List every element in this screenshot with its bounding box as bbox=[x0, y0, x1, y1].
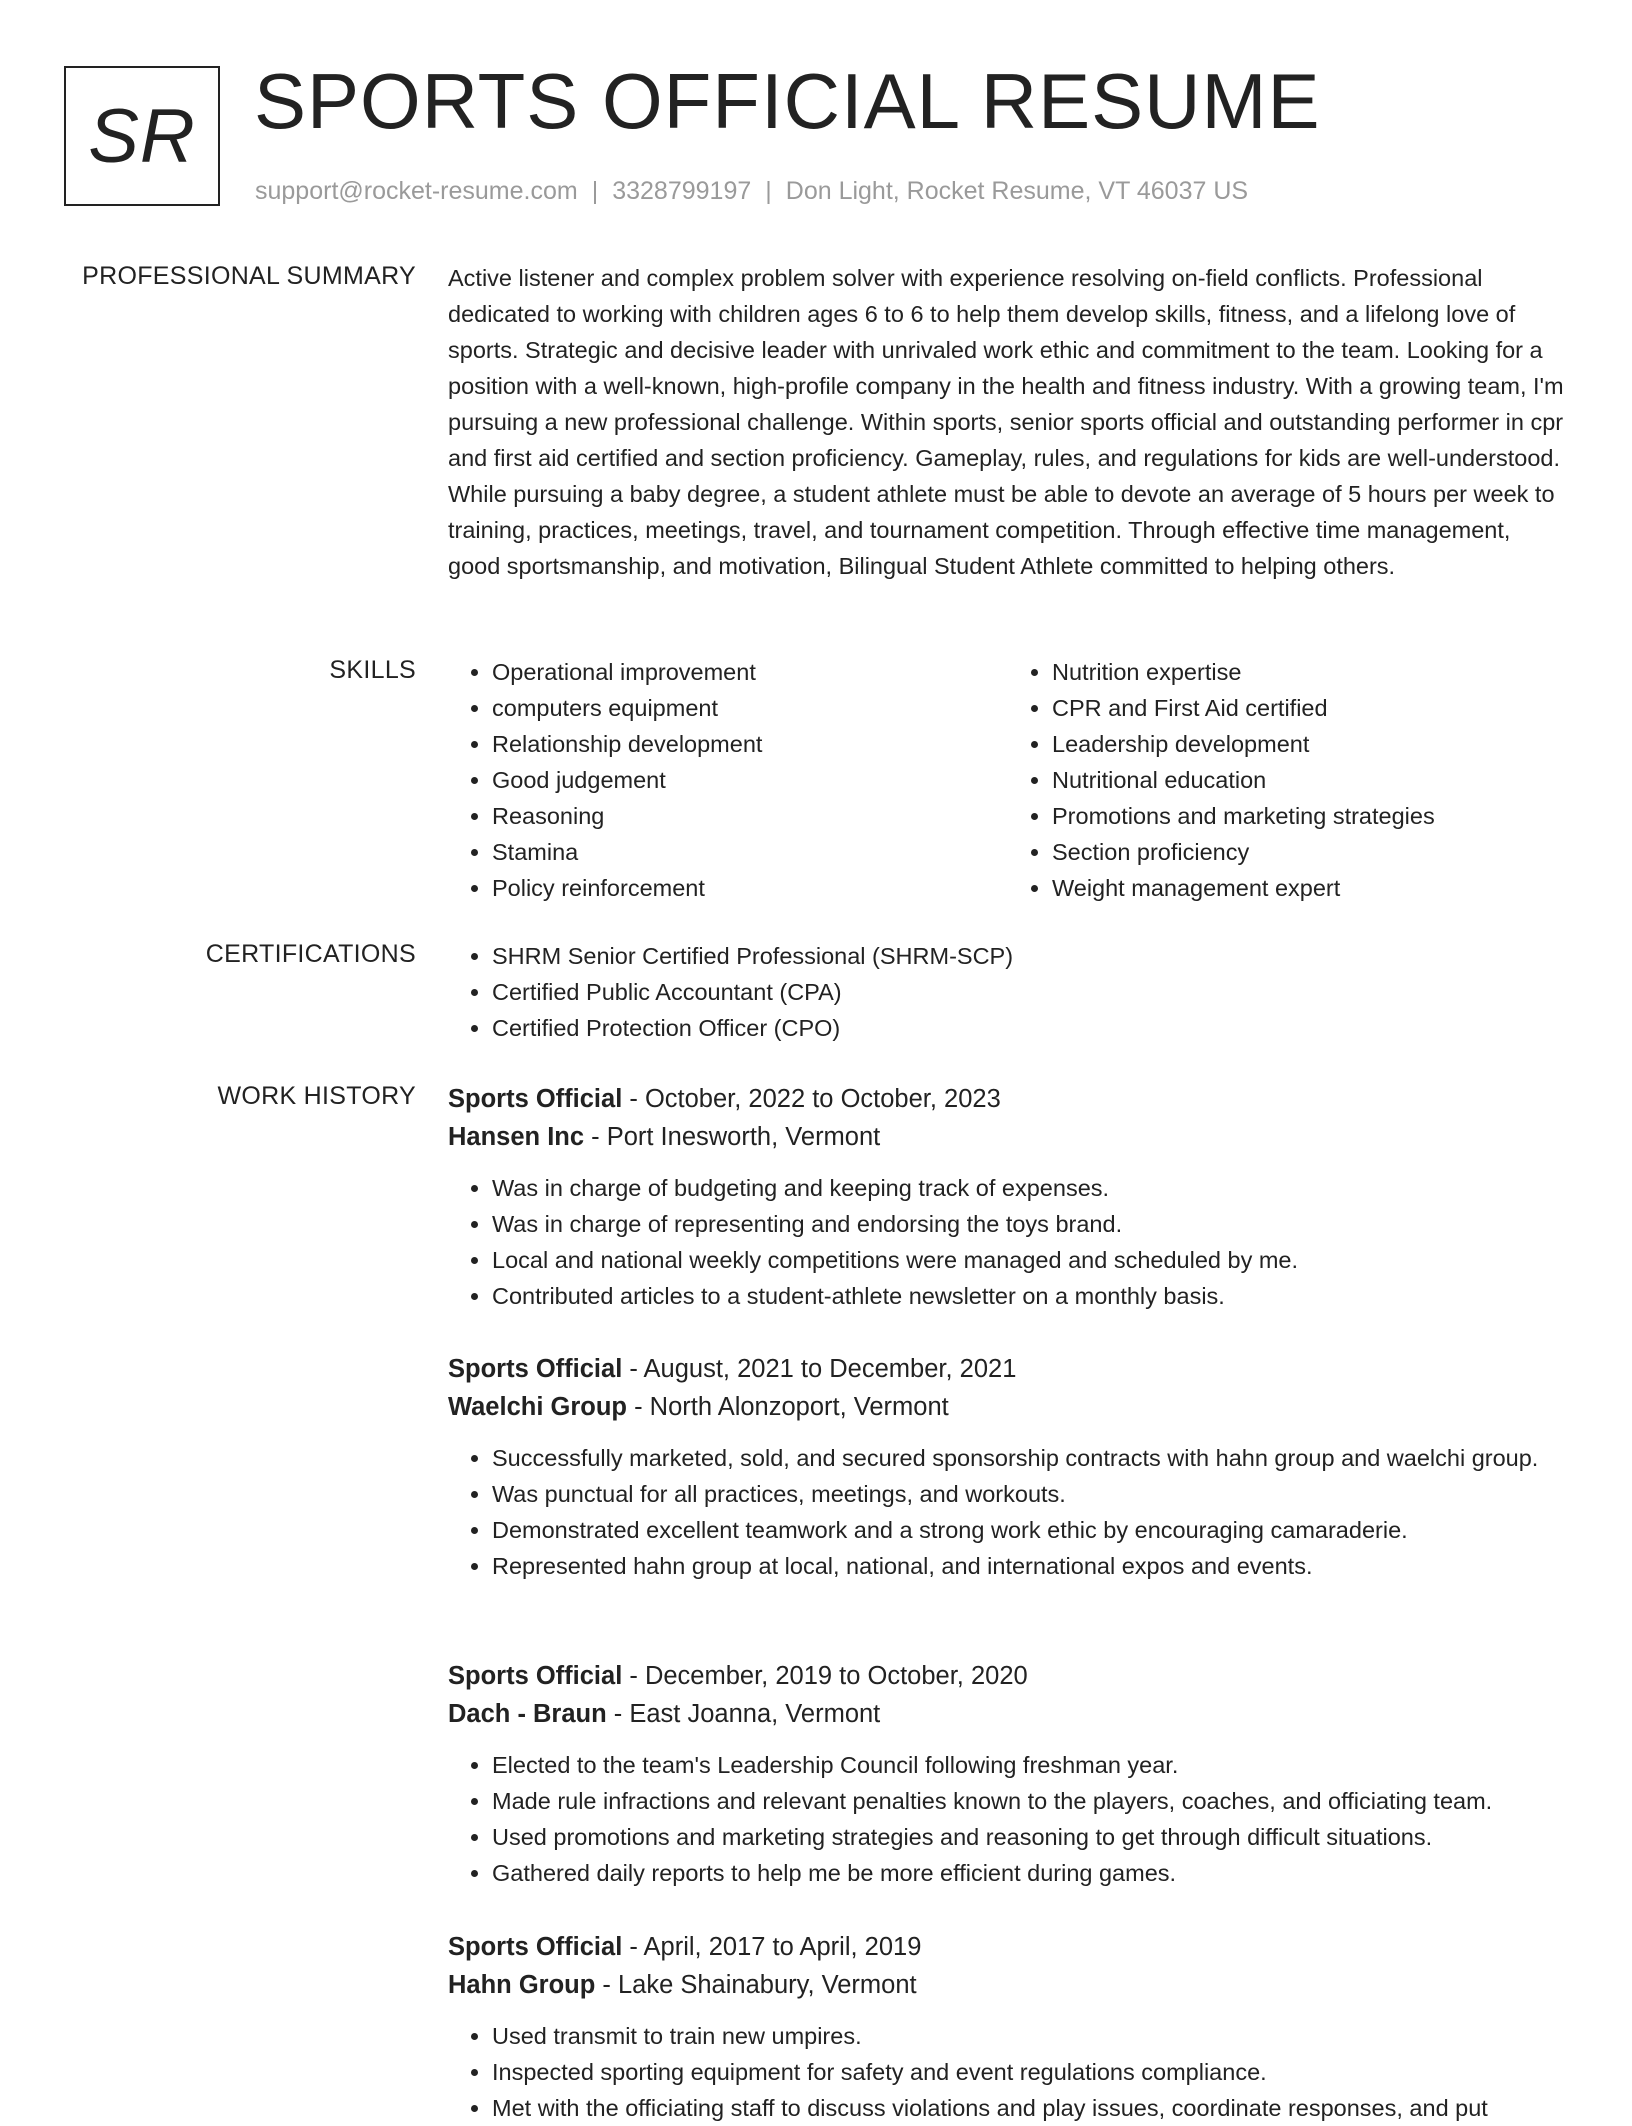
job-title: Sports Official bbox=[448, 1662, 623, 1690]
job-bullet: • Demonstrated excellent teamwork and a strong work ethic by encouraging camaraderie. bbox=[492, 1512, 1568, 1548]
skill-item: • computers equipment bbox=[492, 690, 1008, 726]
job-dates: - April, 2017 to April, 2019 bbox=[622, 1933, 922, 1961]
job-bullet: • Was punctual for all practices, meetings, and workouts. bbox=[492, 1476, 1568, 1512]
job-bullet: • Gathered daily reports to help me be more efficient during games. bbox=[492, 1855, 1568, 1891]
job-bullet: • Inspected sporting equipment for safety and event regulations compliance. bbox=[492, 2054, 1568, 2090]
job-title-line bbox=[448, 1080, 1568, 1118]
skill-item: • Section proficiency bbox=[1052, 834, 1568, 870]
job-bullet: • Contributed articles to a student-athlete newsletter on a monthly basis. bbox=[492, 1278, 1568, 1314]
section-label-skills: SKILLS bbox=[329, 656, 416, 684]
job-location: - North Alonzoport, Vermont bbox=[627, 1393, 949, 1421]
skill-item: • Operational improvement bbox=[492, 654, 1008, 690]
job-company-line bbox=[448, 1388, 1568, 1426]
job-bullet: • Met with the officiating staff to discuss violations and play issues, coordinate responses, and put bbox=[492, 2090, 1568, 2126]
job-entry bbox=[448, 1657, 1568, 1891]
section-label-work-history: WORK HISTORY bbox=[217, 1082, 416, 1110]
job-entry bbox=[448, 1928, 1568, 2126]
job-dates: - August, 2021 to December, 2021 bbox=[622, 1355, 1017, 1383]
skills-list-right bbox=[1008, 654, 1568, 906]
contact-address: Don Light, Rocket Resume, VT 46037 US bbox=[785, 177, 1249, 205]
skill-item: • Nutritional education bbox=[1052, 762, 1568, 798]
job-bullets bbox=[448, 1170, 1568, 1314]
monogram-logo: SR bbox=[64, 66, 220, 206]
job-entry bbox=[448, 1350, 1568, 1584]
skill-item: • Reasoning bbox=[492, 798, 1008, 834]
job-location: - Port Inesworth, Vermont bbox=[584, 1123, 881, 1151]
job-location: - East Joanna, Vermont bbox=[606, 1700, 881, 1728]
job-bullet: • Used promotions and marketing strategies and reasoning to get through difficult situations. bbox=[492, 1819, 1568, 1855]
job-title: Sports Official bbox=[448, 1085, 623, 1113]
job-bullet: • Made rule infractions and relevant penalties known to the players, coaches, and officiating team. bbox=[492, 1783, 1568, 1819]
job-company-line bbox=[448, 1695, 1568, 1733]
job-title-line bbox=[448, 1657, 1568, 1695]
job-company: Dach - Braun bbox=[448, 1700, 607, 1728]
job-bullets bbox=[448, 1440, 1568, 1584]
skill-item: • Relationship development bbox=[492, 726, 1008, 762]
certification-item: • Certified Public Accountant (CPA) bbox=[492, 974, 1568, 1010]
resume-title: SPORTS OFFICIAL RESUME bbox=[254, 57, 1321, 145]
contact-separator: | bbox=[591, 177, 599, 205]
job-company: Hahn Group bbox=[448, 1971, 596, 1999]
job-bullet: • Local and national weekly competitions were managed and scheduled by me. bbox=[492, 1242, 1568, 1278]
job-bullets bbox=[448, 1747, 1568, 1891]
job-company: Waelchi Group bbox=[448, 1393, 627, 1421]
contact-phone: 3328799197 bbox=[612, 177, 752, 205]
job-company-line bbox=[448, 1966, 1568, 2004]
job-title: Sports Official bbox=[448, 1355, 623, 1383]
job-entry bbox=[448, 1080, 1568, 1314]
job-bullet: • Was in charge of budgeting and keeping track of expenses. bbox=[492, 1170, 1568, 1206]
skill-item: • Leadership development bbox=[1052, 726, 1568, 762]
job-company-line bbox=[448, 1118, 1568, 1156]
job-bullet: • Successfully marketed, sold, and secured sponsorship contracts with hahn group and waelchi group. bbox=[492, 1440, 1568, 1476]
summary-text: Active listener and complex problem solver with experience resolving on-field conflicts. Professional dedicated to working with children ages 6 to 6 to help them develop skills, fitness, and a lifelong love of sports. Strategic and decisive leader with unrivaled work ethic and commitment to the team. Looking for a position with a well-known, high-profile company in the health and fitness industry. With a growing team, I'm pursuing a new professional challenge. Within sports, senior sports official and outstanding performer in cpr and first aid certified and section proficiency. Gameplay, rules, and regulations for kids are well-understood. While pursuing a baby degree, a student athlete must be able to devote an average of 5 hours per week to training, practices, meetings, travel, and tournament competition. Through effective time management, good sportsmanship, and motivation, Bilingual Student Athlete committed to helping others. bbox=[448, 265, 1564, 579]
certifications-list bbox=[448, 938, 1568, 1046]
skill-item: • Good judgement bbox=[492, 762, 1008, 798]
certification-item: • SHRM Senior Certified Professional (SHRM-SCP) bbox=[492, 938, 1568, 974]
job-dates: - December, 2019 to October, 2020 bbox=[622, 1662, 1028, 1690]
job-location: - Lake Shainabury, Vermont bbox=[595, 1971, 917, 1999]
certification-item: • Certified Protection Officer (CPO) bbox=[492, 1010, 1568, 1046]
job-bullet: • Was in charge of representing and endorsing the toys brand. bbox=[492, 1206, 1568, 1242]
skill-item: • Weight management expert bbox=[1052, 870, 1568, 906]
contact-separator: | bbox=[765, 177, 772, 205]
skill-item: • Stamina bbox=[492, 834, 1008, 870]
job-bullet: • Represented hahn group at local, national, and international expos and events. bbox=[492, 1548, 1568, 1584]
skills-list-left bbox=[448, 654, 1008, 906]
job-bullet: • Elected to the team's Leadership Council following freshman year. bbox=[492, 1747, 1568, 1783]
job-bullet: • Used transmit to train new umpires. bbox=[492, 2018, 1568, 2054]
skill-item: • Promotions and marketing strategies bbox=[1052, 798, 1568, 834]
job-company: Hansen Inc bbox=[448, 1123, 585, 1151]
job-dates: - October, 2022 to October, 2023 bbox=[622, 1085, 1001, 1113]
skill-item: • Nutrition expertise bbox=[1052, 654, 1568, 690]
job-title: Sports Official bbox=[448, 1933, 623, 1961]
section-label-certifications: CERTIFICATIONS bbox=[205, 940, 416, 968]
section-label-summary: PROFESSIONAL SUMMARY bbox=[82, 262, 416, 290]
skill-item: • CPR and First Aid certified bbox=[1052, 690, 1568, 726]
job-title-line bbox=[448, 1350, 1568, 1388]
job-title-line bbox=[448, 1928, 1568, 1966]
skill-item: • Policy reinforcement bbox=[492, 870, 1008, 906]
contact-line bbox=[255, 176, 1248, 206]
job-bullets bbox=[448, 2018, 1568, 2126]
contact-email[interactable]: support@rocket-resume.com bbox=[255, 177, 578, 205]
